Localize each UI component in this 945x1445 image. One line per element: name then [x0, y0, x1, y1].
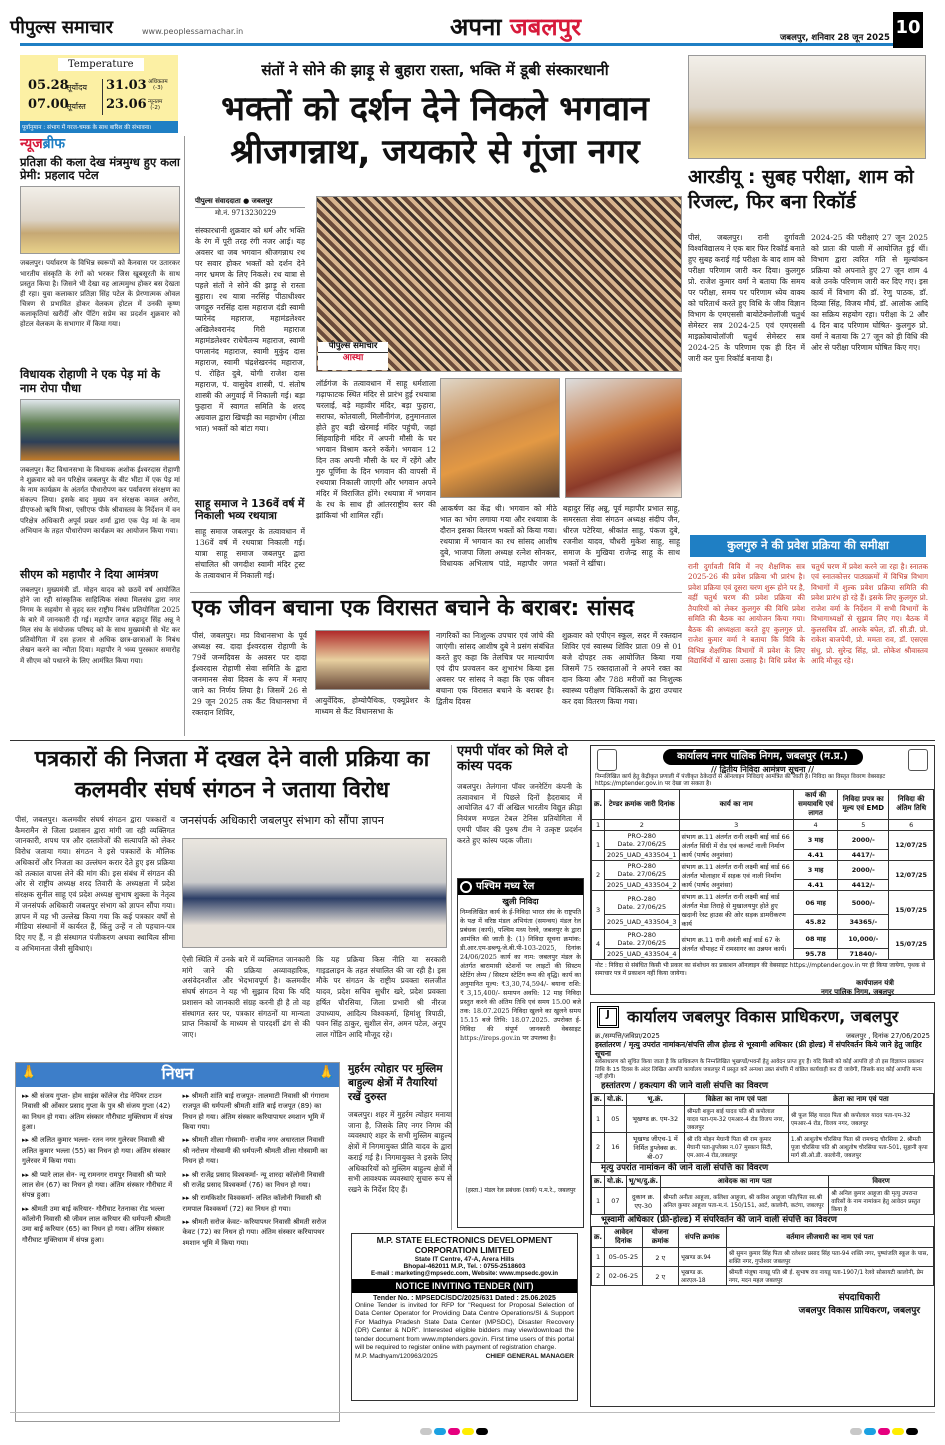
header-rule — [20, 43, 893, 46]
notice-row: 1 07 दुकान क्र. एए-30 श्रीमती अनीता आहूजा, कलिशा आहूजा, श्री कविश आहूजा पति/पिता स्व.श्री अनिल कुमार आहूजा पता-म.नं. 150/151, आर्ट, कालोनी, कटंगा, जबलपुर श्री अनिल कुमार आहूजा की मृत्यु उपरान्त वारिसों के नाम नामांकन हेतु आवेदन प्रस्तुत किया है — [592, 1187, 934, 1214]
brief-headline: विधायक रोहाणी ने एक पेड़ मां के नाम रोपा पौधा — [20, 367, 160, 395]
tender-table: क्र. टेण्डर क्रमांक जारी दिनांक कार्य का नाम कार्य की समयावधि एवं लागत निविदा प्रपत्र का मूल्य एवं EMD निविदा की अंतिम तिथि 1 2 3 4 5 6 1 PRO-280 Date. 27/06/25 संभाग क्र.11 अंतर्गत रानी लक्ष्मी बाई वार्ड 66 अंतर्गत सिंधी में रोड एवं कल्वर्ट नाली निर्माण कार्य (पार्षद अनुशंसा) 3 माह 2000/- 12/07/25 2025_UAD_433504_1 4.41 4417/- 2 PRO-280 Date. 27/06/25 संभाग क्र.11 अंतर्गत रानी लक्ष्मी बाई वार्ड 66 अंतर्गत भोलाहार में सड़क एवं नाली निर्माण कार्य (पार्षद अनुशंसा) 3 माह 2000/- 12/07/25 2025_UAD_433504_2 4.41 4412/- 3 PRO-280 Date. 27/06/25 संभाग क्र.11 अंतर्गत रानी लक्ष्मी बाई वार्ड अंतर्गत मेडा तिराहे से मुखालयपुर होते हुए खदानी रेस्ट हाउस की ओर सड़क डामरीकरण कार्य 06 माह 5000/- 15/07/25 2025_UAD_433504_3 45.82 34365/- 4 PRO-280 Date. 27/06/25 संभाग क्र.11 रानी अवंती बाई वार्ड 67 के अंतर्गत चौपाहट में रामसागर का उन्नयन कार्य। 08 माह 10,000/- 15/07/25 2025_UAD_433504_4 95.78 71840/- — [591, 789, 934, 960]
sunset-time: 07.00 — [28, 97, 69, 112]
section-title: अपना जबलपुर — [450, 13, 582, 41]
lead-phone: मो.नं. 9713230229 — [215, 209, 277, 217]
registration-dot — [476, 1428, 488, 1435]
patrakar-headline: पत्रकारों की निजता में दखल देने वाली प्रक्रिया का कलमवीर संघर्ष संगठन ने जताया विरोध — [34, 747, 430, 803]
sunset-label: सूर्यास्त — [66, 102, 86, 111]
registration-dot — [892, 1428, 904, 1435]
lead-kicker: संतों ने सोने की झाड़ू से बुहारा रास्ता, भक्ति में डूबी संस्कारधानी — [261, 61, 609, 79]
min-label: न्यूनतम (-2) — [148, 99, 163, 111]
rdu-headline: आरडीयू : सुबह परीक्षा, शाम को रिजल्ट, फिर बना रिकॉर्ड — [688, 166, 914, 213]
max-label: अधिकतम (-3) — [148, 79, 168, 91]
railway-body: निम्नलिखित कार्य के ई-निविदा भारत संघ के राष्ट्रपति के पक्ष में वरिष्ठ मंडल अभियंता (समन्वय) मंडल रेल प्रबंधक (कार्य), पश्चिम मध्य रेलवे, जबलपुर के द्वारा आमंत्रित की जाती है: (1) निविदा सूचना क्रमांक: डी.आर.एम-डब्ल्यू-जे.बी.पी-103-2025, दिनांक 24/06/2025 कार्य का नाम: जबलपुर मंडल के अंतर्गत बारामासी स्टेशनों पर लाइटों की सिस्टम स्टेटिंग लेम्प / सिस्टम स्टेटिंग रूम की वृद्धि। कार्य का अनुमानित मूल्य: ₹3,30,74,594/- बयाना राशि: ₹ 3,15,400/- समापन अवधि: 12 माह निविदा प्रस्तुत करने की अंतिम तिथि एवं समय 15.00 बजे तक: 18.07.2025 निविदा खुलने का खुलने समय 15.15 बजे तिथि: 18.07.2025. उपरोक्त ई-निविदा की संपूर्ण जानकारी वेबसाइट https://ireps.gov.in पर उपलब्ध है। — [460, 908, 581, 1042]
brief-photo-artwork — [20, 186, 180, 254]
obituary-entry: ▸▸ श्री संजय गुप्ता- होम साइंस कॉलेज रोड नेपियर टाउन निवासी श्री ओंकार प्रसाद गुप्ता के पुत्र श्री संजय गुप्ता (42) का निधन हो गया। अंतिम संस्कार गौरीघाट मुक्तिधाम में संपन्न हुआ। — [22, 1092, 173, 1132]
lead-byline: पीपुल्स संवाददाता ● जबलपुर — [195, 197, 273, 205]
nagar-nigam-tender-notice: कार्यालय नगर पालिक निगम, जबलपुर (म.प्र.) // द्वितीय निविदा आमंत्रण सूचना // निम्नलिखित कार्य हेतु केंद्रीकृत प्रणाली में पंजीकृत ठेकेदारों से ऑनलाइन निविदाएं आमंत्रित की जाती है। निविदा का विस्तृत विवरण वेबसाइट https://mptender.gov.in पर देखा जा सकता है। क्र. टेण्डर क्रमांक जारी दिनांक कार्य का नाम कार्य की समयावधि एवं लागत निविदा प्रपत्र का मूल्य एवं EMD निविदा की अंतिम तिथि 1 2 3 4 5 6 1 PRO-280 Date. 27/06/25 संभाग क्र.11 अंतर्गत रानी लक्ष्मी बाई वार्ड 66 अंतर्गत सिंधी में रोड एवं कल्वर्ट नाली निर्माण कार्य (पार्षद अनुशंसा) 3 माह 2000/- 12/07/25 2025_UAD_433504_1 4.41 4417/- 2 PRO-280 Date. 27/06/25 संभाग क्र.11 अंतर्गत रानी लक्ष्मी बाई वार्ड 66 अंतर्गत भोलाहार में सड़क एवं नाली निर्माण कार्य (पार्षद अनुशंसा) 3 माह 2000/- 12/07/25 2025_UAD_433504_2 4.41 4412/- 3 PRO-280 Date. 27/06/25 संभाग क्र.11 अंतर्गत रानी लक्ष्मी बाई वार्ड अंतर्गत मेडा तिराहे से मुखालयपुर होते हुए खदानी रेस्ट हाउस की ओर सड़क डामरीकरण कार्य 06 माह 5000/- 15/07/25 2025_UAD_433504_3 45.82 34365/- 4 PRO-280 Date. 27/06/25 संभाग क्र.11 रानी अवंती बाई वार्ड 67 के अंतर्गत चौपाहट में रामसागर का उन्नयन कार्य। 08 माह 10,000/- 15/07/25 2025_UAD_433504_4 95.78 71840/- नोट : निविदा से संबंधित किसी भी प्रकार का संशोधन का प्रकाशन ऑनलाइन की वेबसाइट https://mptender.gov.in पर ही किया जायेगा, पृथक से समाचार पत्र में प्रकाशन नहीं किया जायेगा। कार्यपालन यंत्री नगर पालिक निगम, जबलपुर — [590, 745, 935, 995]
obituary-entry: ▸▸ श्रीमती शांति बाई राजपूत- तालमाटी निवासी श्री गंगाराम राजपूत की धर्मपत्नी श्रीमती शांति बाई राजपूत (89) का निधन हो गया। अंतिम संस्कार करियापाथर श्मशान भूमि में किया गया। — [182, 1092, 329, 1132]
kulguru-body: रानी दुर्गावती विवि में नए शैक्षणिक सत्र 2025-26 की प्रवेश प्रक्रिया भी प्रारंभ है। प्रवेश प्रक्रिया एवं दूसरा चरण शुरू होने पर है, वहीं चतुर्थ चरण की प्रवेश प्रक्रिया की तैयारियों को लेकर कुलगुरु की विधि प्रवेश समिति की बैठक का आयोजन किया गया। बैठक की अध्यक्षता करते हुए कुलगुरु प्रो. राजेश कुमार वर्मा ने बताया कि विवि के विभिन्न शैक्षणिक विभागों में प्रवेश के लिए विद्यार्थियों में खासा उत्साह है। विधि प्रवेश के चतुर्थ चरण में प्रवेश करने जा रहा है। स्नातक एवं स्नातकोत्तर पाठ्यक्रमों में विभिन्न विभाग विभागों में शुल्क प्रवेश प्रक्रिया समिति की प्रवेश प्रारंभ हो रहे हैं। इसके लिए कुलगुरु प्रो. राजेश वर्मा के निर्देशन में सभी विभागों के विभागाध्यक्षों से सुझाव लिए गए। बैठक में कुलसचिव डॉ. आरके बघेल, डॉ. सी.डी. प्रो. राकेश बाजपेयी, प्रो. ममता राव, डॉ. एसएस संधु, प्रो. सुरेन्द्र सिंह, प्रो. लोकेश श्रीवास्तव आदि मौजूद रहे। — [688, 562, 928, 665]
notice-row: 1 05-05-25 2 ए भूखण्ड क्र.94 श्री सुमन कुमार सिंह पिता श्री रलेश्वर प्रसाद सिंह पता-94 शक्ति नगर, पुष्पांजलि स्कूल के पास, शक्ति नगर, गुप्तेश्वर जबलपुर — [592, 1248, 934, 1267]
registration-marks — [420, 1420, 490, 1439]
railway-tender-ad: पश्चिम मध्य रेल खुली निविदा निम्नलिखित कार्य के ई-निविदा भारत संघ के राष्ट्रपति के पक्ष में वरिष्ठ मंडल अभियंता (समन्वय) मंडल रेल प्रबंधक (कार्य), पश्चिम मध्य रेलवे, जबलपुर के द्वारा आमंत्रित की जाती है: (1) निविदा सूचना क्रमांक: डी.आर.एम-डब्ल्यू-जे.बी.पी-103-2025, दिनांक 24/06/2025 कार्य का नाम: जबलपुर मंडल के अंतर्गत बारामासी स्टेशनों पर लाइटों की सिस्टम स्टेटिंग लेम्प / सिस्टम स्टेटिंग रूम की वृद्धि। कार्य का अनुमानित मूल्य: ₹3,30,74,594/- बयाना राशि: ₹ 3,15,400/- समापन अवधि: 12 माह निविदा प्रस्तुत करने की अंतिम तिथि एवं समय 15.00 बजे तक: 18.07.2025 निविदा खुलने का खुलने समय 15.15 बजे तिथि: 18.07.2025. उपरोक्त ई-निविदा की संपूर्ण जानकारी वेबसाइट https://ireps.gov.in पर उपलब्ध है। (हस्ता.) मंडल रेल प्रबंधक (कार्य) प.म.रे., जबलपुर — [457, 878, 584, 1228]
emblem-icon — [597, 749, 617, 771]
obituary-entry: ▸▸ श्री ललित कुमार भल्ला- रतन नगर गुलेरवर निवासी श्री ललित कुमार भल्ला (55) का निधन हो गया। अंतिम संस्कार गुलेरवर में किया गया। — [22, 1136, 171, 1166]
obituary-box — [15, 1062, 340, 1422]
sansad-event-photo — [315, 630, 430, 690]
procession-photo — [440, 378, 560, 498]
website-url: www.peoplessamachar.in — [142, 27, 244, 36]
news-brief-label: न्यूजब्रीफ — [20, 136, 66, 152]
weather-forecast: पूर्वानुमान : संभाग में गरज-चमक के साथ बारिश की संभावना। — [20, 121, 178, 133]
brief-photo-plantation — [20, 399, 180, 461]
weather-title: Temperature — [58, 58, 144, 71]
obituary-entry: ▸▸ श्रीमती उमा बाई करियार- गौरीघाट रेतनाका रोड भल्ला कॉलोनी निवासी श्री जीवन लाल करियार की धर्मपत्नी श्रीमती उमा बाई करियार (65) का निधन हो गया। अंतिम संस्कार गौरीघाट मुक्तिधाम में संपन्न हुआ। — [22, 1204, 171, 1244]
masthead — [10, 12, 935, 46]
weather-box — [20, 55, 178, 125]
jda-logo-icon: J — [597, 1006, 619, 1028]
registration-dot — [906, 1428, 918, 1435]
rdu-certificate-photo — [688, 55, 926, 159]
jda-title: कार्यालय जबलपुर विकास प्राधिकरण, जबलपुर — [627, 1006, 899, 1026]
registration-dot — [864, 1428, 876, 1435]
sunrise-label: सूर्योदय — [66, 83, 88, 92]
indian-railways-logo-icon — [460, 881, 472, 893]
overlay-brand: पीपुल्स समाचार आस्था — [318, 342, 388, 370]
lead-column-2: लॉर्डगंज के तत्वावधान में साहू धर्मशाला गढ़ाफाटक स्थित मंदिर से प्रारंभ हुई रथयात्रा चरलाई, बड़े महावीर मंदिर, बड़ा फुहारा, सराफा, कोतवाली, मिलौनीगंज, हनुमानताल होते हुए बड़ी खेरमाई मंदिर पहुंची, जहां सिंहवाहिनी मंदिर में अपनी मौसी के घर भगवान विश्राम करने रुकेंगे। भगवान 12 दिन तक अपनी मौसी के घर में रहेंगे और गुरु पूर्णिमा के दिन भगवान की वापसी में रथयात्रा निकाली जाएगी और भगवान अपने मंदिर में विराजित होंगे। रथयात्रा में भगवान के रथ के साथ ही आंतरराष्ट्रीय स्तर की झांकियां भी शामिल रहीं। — [316, 379, 436, 520]
brief-body: जबलपुर। कैंट विधानसभा के विधायक अशोक ईश्वरदास रोहाणी ने शुक्रवार को वन परिक्षेत्र जबलपुर के बीट भीटा में एक पेड़ मां के नाम कार्यक्रम के अंतर्गत पौधारोपण कर पर्यावरण संरक्षण का संकल्प लिया। इसके बाद मुख्य वन संरक्षक कमल अरोरा, डीएफओ ऋषि मिश्रा, एसीएफ पीके श्रीवास्तव के निर्देशन में वन परिक्षेत्र अधिकारी अपूर्व प्रखर शर्मा द्वारा एक पेड़ मां के नाम अभियान के तहत पौधारोपण कार्यक्रम का आयोजन किया गया। — [20, 465, 180, 535]
lead-headline: भक्तों को दर्शन देने निकले भगवान श्रीजगन्नाथ, जयकारे से गूंजा नगर — [221, 89, 649, 172]
kulguru-headline-banner: कुलगुरु ने की प्रवेश प्रक्रिया की समीक्षा — [690, 535, 926, 557]
tender-row: 3 PRO-280 Date. 27/06/25 संभाग क्र.11 अंतर्गत रानी लक्ष्मी बाई वार्ड अंतर्गत मेडा तिराहे से मुखालयपुर होते हुए खदानी रेस्ट हाउस की ओर सड़क डामरीकरण कार्य 06 माह 5000/- 15/07/25 — [592, 890, 934, 915]
mppower-headline: एमपी पॉवर को मिले दो कांस्य पदक — [457, 744, 568, 774]
mpsedc-tender-ad: M.P. STATE ELECTRONICS DEVELOPMENT CORPORATION LIMITED State IT Centre, 47-A, Arera Hills Bhopal-462011 M.P., Tel. : 0755-2518603 E-mail : marketing@mpsedc.com, Website: www.mpsedc.gov.in NOTICE INVITING TENDER (NIT) Tender No. : MPSEDC/SDC/2025/631 Dated : 25.06.2025 Online Tender is invited for RFP for "Request for Proposal Selection of Data Center Operator for Providing Data Centre Operations/SI & Support For Madhya Pradesh State Data Center (MPSDC), Disaster Recovery (DR) Center & NDR". Interested eligible bidders may view/download the tender document from www.mptenders.gov.in. First time users of this portal will be required to register online with payment of registration charge. M.P. Madhyam/120963/2025 CHIEF GENERAL MANAGER — [351, 1233, 578, 1401]
nagar-nigam-title: कार्यालय नगर पालिक निगम, जबलपुर (म.प्र.) — [663, 749, 863, 765]
jda-public-notice: J कार्यालय जबलपुर विकास प्राधिकरण, जबलपुर क्र./सम्पत्ति/जविप्रा/2025 जबलपुर , दिनांक 27/06/2025 हस्तांतरण / मृत्यु उपरांत नामांकन/संपत्ति लीज होल्ड से भूस्वामी अधिकार (फ्री होल्ड) में संपरिवर्तन किये जाने हेतु जाहिर सूचना सर्वसाधारण को सूचित किया जाता है कि प्राधिकरण के निम्नलिखित भूखण्डों/भवनों हेतु आवेदन प्राप्त हुए हैं। यदि किसी को कोई आपत्ति हो तो इस विज्ञापन प्रकाशन तिथि के 15 दिवस के अंदर लिखित आपत्ति कार्यालय जबलपुर में प्रस्तुत करें अन्यथा उक्त संपत्ति में वांछित कार्यवाही कर दी जावेगी, जिसके बाद कोई आपत्ति मान्य नहीं होगी। हस्तांतरण / हकत्याग की जाने वाली संपत्ति का विवरण क्र. यो.क्रं. भू.क्रं. विक्रेता का नाम एवं पता क्रेता का नाम एवं पता 1 05 भूखण्ड क्र. एम-32 श्रीमती शकुन बाई यादव पति श्री कपोलाल यादव पता-एम-32 एमआर-4 रोड विजय नगर, जबलपुर श्री फूल सिंह यादव पिता श्री कपोलाल यादव पता-एम-32 एमआर-4 रोड, विजय नगर, जबलपुर 2 16 भूखण्ड जीएच-1 में निर्मित डुप्लेक्स क्र. बी-07 श्री रवि मोहन मेघानी पिता श्री राम कुमार मेघानी पता-डुप्लेक्स न.07 मुस्कान सिटी, एम.आर-4 रोड,जबलपुर 1.श्री आशुतोष चौरसिया पिता श्री रामचन्द्र चौरसिया 2. श्रीमती पूजा चौरसिया पति श्री आशुतोष चौरसिया पता-501, सुहानी कृपा मार्ग सी.ओ.डी. कालोनी, जबलपुर मृत्यु उपरांत नामांकन की जाने वाली संपत्ति का विवरण क्र. यो.क्रं. भू/भ/दु.क्रं. आवेदक का नाम पता विवरण 1 07 दुकान क्र. एए-30 श्रीमती अनीता आहूजा, कलिशा आहूजा, श्री कविश आहूजा पति/पिता स्व.श्री अनिल कुमार आहूजा पता-म.नं. 150/151, आर्ट, कालोनी, कटंगा, जबलपुर श्री अनिल कुमार आहूजा की मृत्यु उपरान्त वारिसों के नाम नामांकन हेतु आवेदन प्रस्तुत किया है भूस्वामी अधिकार (फ्री-होल्ड) में संपरिवर्तन की जाने वाली संपत्ति का विवरण क्र. आवेदन दिनांक योजना क्रमांक संपत्ति क्रमांक वर्तमान लीजधारी का नाम एवं पता 1 05-05-25 2 ए भूखण्ड क्र.94 श्री सुमन कुमार सिंह पिता श्री रलेश्वर प्रसाद सिंह पता-94 शक्ति नगर, पुष्पांजलि स्कूल के पास, शक्ति नगर, गुप्तेश्वर जबलपुर 2 02-06-25 2 ए भूखण्ड क्र. आरएल-18 श्रीमती मंजूषा नायडू पति श्री ई. सुभाष राव नायडू पता-1907/1 रेलवे सोसायटी कालोनी, प्रेम नगर, मदन महल जबलपुर संपदाधिकारी जबलपुर विकास प्राधिकरण, जबलपुर — [590, 1002, 935, 1407]
muharram-headline: मुहर्रम त्योहार पर मुस्लिम बाहुल्य क्षेत्रों में तैयारियां रखें दुरुस्त — [348, 1063, 443, 1104]
lead-column-3: आकर्षण का केंद्र थी। भगवान को मीठे भात का भोग लगाया गया और रथयात्रा के दौरान इसका वितरण भक्तों को किया गया। रथयात्रा में भगवान का रथ सांसद आशीष दुबे, भाजपा जिला अध्यक्ष रत्नेश सोनकर, विधायक अभिलाष पांडे, महापौर जगत बहादुर सिंह अन्नू, पूर्व महापौर प्रभात साहू, समरसता सेवा संगठन अध्यक्ष संदीप जैन, धीरज पटेरिया, श्रीकांत साहू, पंकज दुबे, रजनीश यादव, चौधरी मुकेश साहू, साहू समाज के मुखिया राजेन्द्र साहू के साथ भक्तों ने खींचा। — [440, 504, 680, 568]
memorandum-photo — [182, 838, 447, 948]
railway-title-bar: पश्चिम मध्य रेल — [458, 879, 583, 895]
sansad-column-4: शुक्रवार को एपीएन स्कूल, सदर में रक्तदान शिविर एवं स्वास्थ्य शिविर प्रातः 09 से 01 बजे दोपहर तक आयोजित किया गया जिसमें 75 रक्तदाताओं ने अपने रक्त का दान किया और 788 मरीजों का निःशुल्क स्वास्थ्य परीक्षण चिकित्सकों के द्वारा उपचार कर दवा वितरण किया गया। — [562, 631, 682, 706]
rdu-column-2: 2024-25 की परीक्षाएं 27 जून 2025 को प्रातः की पाली में आयोजित हुई थीं। विभाग द्वारा त्वरित गति से मूल्यांकन प्रक्रिया को अपनाते हुए 27 जून शाम 4 बजे उनके परिणाम जारी कर दिए गए। इस कार्य में विभाग की डॉ. रेणु पाठक, डॉ. दिव्या सिंह, विजय मौर्य, डॉ. आलोक आदि का सक्रिय सहयोग रहा। परीक्षा के 2 और 4 दिन बाद परिणाम घोषित- कुलगुरु प्रो. वर्मा ने बताया कि 27 जून को ही विधि की ओर से परीक्षा परिणाम घोषित किए गए। — [811, 233, 928, 352]
tender-row: 4 PRO-280 Date. 27/06/25 संभाग क्र.11 रानी अवंती बाई वार्ड 67 के अंतर्गत चौपाहट में रामसागर का उन्नयन कार्य। 08 माह 10,000/- 15/07/25 — [592, 929, 934, 948]
max-temp: 31.03 — [106, 78, 147, 93]
sansad-column-1: पीसं, जबलपुर। मप्र विधानसभा के पूर्व अध्यक्ष स्व. दादा ईश्वरदास रोहाणी के 79वें जन्मदिवस के अवसर पर दादा ईश्वरदास रोहाणी सेवा समिति के द्वारा जनमानस सेवा दिवस के रूप में मनाए जाने का निर्णय लिया है। जिसमें 26 से 29 जून 2025 तक कैंट विधानसभा में रक्तदान शिविर, — [192, 631, 307, 717]
sansad-column-3: नागरिकों का निःशुल्क उपचार एवं जांचे की जाएंगी। सांसद आशीष दुबे ने प्रसंग संबंधित करते हुए कहा कि तेलचित्र पर माल्यार्पण एवं दीप प्रज्वलन कर शुभारंभ किया इस अवसर पर सांसद ने कहा कि एक जीवन बचाना एक विरासत बचाने के बराबर है। द्वितीय दिवस — [436, 631, 554, 706]
lead-column-1b: साहू समाज जबलपुर के तत्वावधान में 136वें वर्ष में रथयात्रा निकाली गई। यात्रा साहू समाज जबलपुर द्वारा संचालित श्री जगदीश स्वामी मंदिर ट्रस्ट के तत्वावधान में निकाली गई। — [195, 527, 305, 580]
freehold-table: क्र. आवेदन दिनांक योजना क्रमांक संपत्ति क्रमांक वर्तमान लीजधारी का नाम एवं पता 1 05-05-25 2 ए भूखण्ड क्र.94 श्री सुमन कुमार सिंह पिता श्री रलेश्वर प्रसाद सिंह पता-94 शक्ति नगर, पुष्पांजलि स्कूल के पास, शक्ति नगर, गुप्तेश्वर जबलपुर 2 02-06-25 2 ए भूखण्ड क्र. आरएल-18 श्रीमती मंजूषा नायडू पति श्री ई. सुभाष राव नायडू पता-1907/1 रेलवे सोसायटी कालोनी, प्रेम नगर, मदन महल जबलपुर — [591, 1226, 934, 1286]
nit-banner: NOTICE INVITING TENDER (NIT) — [352, 1279, 577, 1293]
sansad-headline: एक जीवन बचाना एक विरासत बचाने के बराबर: सांसद — [192, 596, 635, 621]
brief-headline: सीएम को महापौर ने दिया आमंत्रण — [20, 567, 159, 581]
emblem-icon — [908, 749, 928, 771]
tender-row: 2 PRO-280 Date. 27/06/25 संभाग क्र.11 अंतर्गत रानी लक्ष्मी बाई वार्ड 66 अंतर्गत भोलाहार में सड़क एवं नाली निर्माण कार्य (पार्षद अनुशंसा) 3 माह 2000/- 12/07/25 — [592, 860, 934, 879]
registration-dot — [462, 1428, 474, 1435]
rdu-column-1: पीसं, जबलपुर। रानी दुर्गावती विश्वविद्यालय ने एक बार फिर रिकॉर्ड बनाते हुए सुबह कराई गई परीक्षा के बाद शाम को परीक्षा परिणाम जारी कर दिया। कुलगुरु प्रो. राजेश कुमार वर्मा ने बताया कि समय पर परीक्षा, समय पर परिणाम ध्येय वाक्य को चरितार्थ करते हुए विधि के जीव विज्ञान विभाग के एमएससी बायोटेक्नोलॉजी चतुर्थ सेमेस्टर सत्र 2024-25 एवं एमएससी माइक्रोबायोलॉजी चतुर्थ सेमेस्टर सत्र 2024-25 के परिणाम एक ही दिन में जारी कर पुनः रिकॉर्ड बनाया है। — [688, 233, 805, 363]
obituary-list — [16, 1087, 339, 1254]
obituary-entry: ▸▸ श्री रामकिशोर विश्वकर्मा- ललित कॉलोनी निवासी श्री रामपाल विश्वकर्मा (72) का निधन हो गया। — [182, 1194, 322, 1213]
transfer-table: क्र. यो.क्रं. भू.क्रं. विक्रेता का नाम एवं पता क्रेता का नाम एवं पता 1 05 भूखण्ड क्र. एम-32 श्रीमती शकुन बाई यादव पति श्री कपोलाल यादव पता-एम-32 एमआर-4 रोड विजय नगर, जबलपुर श्री फूल सिंह यादव पिता श्री कपोलाल यादव पता-एम-32 एमआर-4 रोड, विजय नगर, जबलपुर 2 16 भूखण्ड जीएच-1 में निर्मित डुप्लेक्स क्र. बी-07 श्री रवि मोहन मेघानी पिता श्री राम कुमार मेघानी पता-डुप्लेक्स न.07 मुस्कान सिटी, एम.आर-4 रोड,जबलपुर 1.श्री आशुतोष चौरसिया पिता श्री रामचन्द्र चौरसिया 2. श्रीमती पूजा चौरसिया पति श्री आशुतोष चौरसिया पता-501, सुहानी कृपा मार्ग सी.ओ.डी. कालोनी, जबलपुर — [591, 1093, 934, 1163]
obituary-entry: ▸▸ श्री राजेंद्र प्रसाद विश्वकर्मा- न्यू शारदा कॉलोनी निवासी श्री राजेंद्र प्रसाद विश्वकर्मा (76) का निधन हो गया। — [182, 1170, 325, 1189]
tender-row: 1 PRO-280 Date. 27/06/25 संभाग क्र.11 अंतर्गत रानी लक्ष्मी बाई वार्ड 66 अंतर्गत सिंधी में रोड एवं कल्वर्ट नाली निर्माण कार्य (पार्षद अनुशंसा) 3 माह 2000/- 12/07/25 — [592, 830, 934, 849]
mppower-body: जबलपुर। तेलंगाना पॉवर जनरेटिंग कंपनी के तत्वावधान में पिछले दिनों हैदराबाद में आयोजित 47 वीं अखिल भारतीय विद्युत क्रीड़ा नियंत्रण मण्डल टेबल टेनिस प्रतियोगिता में एमपी पॉवर की पुरुष टीम ने उत्कृष्ट प्रदर्शन करते हुए कांस्य पदक जीता। — [457, 782, 582, 845]
brief-headline: प्रतिज्ञा की कला देख मंत्रमुग्ध हुए कला प्रेमी: प्रहलाद पटेल — [20, 155, 180, 183]
notice-row: 1 05 भूखण्ड क्र. एम-32 श्रीमती शकुन बाई यादव पति श्री कपोलाल यादव पता-एम-32 एमआर-4 रोड विजय नगर, जबलपुर श्री फूल सिंह यादव पिता श्री कपोलाल यादव पता-एम-32 एमआर-4 रोड, विजय नगर, जबलपुर — [592, 1105, 934, 1132]
leaders-photo — [565, 378, 682, 498]
dateline: जबलपुर, शनिवार 28 जून 2025 — [780, 33, 890, 43]
registration-dot — [434, 1428, 446, 1435]
brief-body: जबलपुर। मुख्यमंत्री डॉ. मोहन यादव को छठवें वर्ष आयोजित होने जा रही सांस्कृतिक साहित्यिक संस्था मिलसंघ द्वारा नगर निगम के सहयोग से वृहद स्तर राष्ट्रीय निबंध प्रतियोगिता 2025 के बारे में जानकारी दी गई। महापौर जगत बहादुर सिंह अन्नू ने मिल संघ के संयोजक परिषद को के साथ मुख्यमंत्री से भेंट कर प्रतियोगिता में दस हजार से अधिक छात्र-छात्राओं के निबंध लेखन करने का न्यौता दिया। महापौर ने भव्य पुरस्कार समारोह में सीएम को पधारने के लिए आमंत्रित किया गया। — [20, 585, 180, 665]
notice-row: 2 16 भूखण्ड जीएच-1 में निर्मित डुप्लेक्स क्र. बी-07 श्री रवि मोहन मेघानी पिता श्री राम कुमार मेघानी पता-डुप्लेक्स न.07 मुस्कान सिटी, एम.आर-4 रोड,जबलपुर 1.श्री आशुतोष चौरसिया पिता श्री रामचन्द्र चौरसिया 2. श्रीमती पूजा चौरसिया पति श्री आशुतोष चौरसिया पता-501, सुहानी कृपा मार्ग सी.ओ.डी. कालोनी, जबलपुर — [592, 1132, 934, 1162]
nomination-table: क्र. यो.क्रं. भू/भ/दु.क्रं. आवेदक का नाम पता विवरण 1 07 दुकान क्र. एए-30 श्रीमती अनीता आहूजा, कलिशा आहूजा, श्री कविश आहूजा पति/पिता स्व.श्री अनिल कुमार आहूजा पता-म.नं. 150/151, आर्ट, कालोनी, कटंगा, जबलपुर श्री अनिल कुमार आहूजा की मृत्यु उपरान्त वारिसों के नाम नामांकन हेतु आवेदन प्रस्तुत किया है — [591, 1175, 934, 1215]
notice-row: 2 02-06-25 2 ए भूखण्ड क्र. आरएल-18 श्रीमती मंजूषा नायडू पति श्री ई. सुभाष राव नायडू पता-1907/1 रेलवे सोसायटी कालोनी, प्रेम नगर, मदन महल जबलपुर — [592, 1267, 934, 1286]
patrakar-column-2: ऐसी स्थिति में उनके बारे में व्यक्तिगत जानकारी मांगे जाने की प्रक्रिया अव्यावहारिक, असंवेदनशील और भेदभावपूर्ण है। कलमवीर संघर्ष संगठन ने यह भी सुझाव दिया कि यदि प्रशासन को जानकारी संग्रह करनी ही है तो वह संस्थागत स्तर पर, पत्रकार संगठनों या मान्यता प्राप्त निकायों के माध्यम से पारदर्शी ढंग से की जाए। — [182, 955, 310, 1040]
obituary-entry: ▸▸ श्री प्यारे लाल सेन- न्यू रामनगर रामपुर निवासी श्री प्यारे लाल सेन (67) का निधन हो गया। अंतिम संस्कार गौरीघाट में संपन्न हुआ। — [22, 1170, 173, 1200]
folded-hands-icon: 🙏 — [20, 1065, 38, 1081]
page-number: 10 — [893, 12, 923, 48]
obituary-entry: ▸▸ श्रीमती सरोज केवट- करियापथर निवासी श्रीमती सरोज केवट (72) का निधन हो गया। अंतिम संस्कार करियापथर श्मशान भूमि में किया गया। — [182, 1217, 327, 1247]
brief-body: जबलपुर। पर्यावरण के विभिन्न स्वरूपों को कैनवास पर उतारकर भारतीय संस्कृति के रंगों को भरकर जिस खूबसूरती के साथ प्रस्तुत किया है। जिसने भी देखा वह आत्ममुग्ध होकर बस देखता ही रहा। युवा कलाकार प्रतिज्ञा सिंह पटेल के प्रेरणात्मक ओवल चित्रण से प्रभावित होकर वेलकम होटल में उनकी कृष्ण कलाकृतियां खरीदीं और पेंटिंग सप्रेम का प्रदर्शन शुक्रवार को होटल वेलकम के सभागार में किया गया। — [20, 259, 180, 329]
patrakar-subhead: जनसंपर्क अधिकारी जबलपुर संभाग को सौंपा ज्ञापन — [180, 814, 384, 827]
muharram-body: जबलपुर। शहर में मुहर्रम त्योहार मनाया जाना है, जिसके लिए नगर निगम की व्यवस्थाएं शहर के सभी मुस्लिम बाहुल्य क्षेत्रों में निगमायुक्त प्रीति यादव के द्वारा कराई गई है। निगमायुक्त ने इसके लिए अधिकारियों को मुस्लिम बाहुल्य क्षेत्रों में सभी आवश्यक व्यवस्थाएं सुचारु रूप से रखने के निर्देश दिए हैं। — [348, 1110, 452, 1195]
obituary-title-bar: 🙏 निधन 🙏 — [16, 1063, 339, 1087]
obituary-entry: ▸▸ श्रीमती शीला गोस्वामी- राजीव नगर अधारताल निवासी श्री नरोत्तम गोस्वामी की धर्मपत्नी श्रीमती शीला गोस्वामी का निधन हो गया। — [182, 1136, 328, 1166]
newspaper-logo: पीपुल्स समाचार — [10, 17, 113, 38]
registration-marks — [850, 1420, 920, 1439]
min-temp: 23.06 — [106, 97, 147, 112]
patrakar-column-3: कि यह प्रक्रिया किस नीति या सरकारी गाइडलाइन के तहत संचालित की जा रही है। इस मौके पर संगठन के राष्ट्रीय प्रवक्ता सलजीत यादव, प्रदेश सचिव सुधीर खरे, प्रदेश प्रवक्ता हर्षित चौरसिया, जिला प्रभारी श्री नीरज उपाध्याय, आदित्य विश्वकर्मा, हिमांशु त्रिपाठी, पवन सिंह ठाकुर, सुशील सेन, अमन पटेल, अनूप लाल गोंडिन आदि मौजूद रहे। — [316, 955, 446, 1040]
sansad-column-2: आयुर्वेदिक, होम्योपैथिक, एक्यूप्रेशर के माध्यम से कैंट विधानसभा के — [315, 696, 430, 716]
registration-dot — [878, 1428, 890, 1435]
lead-subhead: साहू समाज ने 136वें वर्ष में निकाली भव्य रथयात्रा — [195, 498, 305, 523]
news-brief-column — [20, 156, 180, 711]
patrakar-column-1: पीसं, जबलपुर। कलमवीर संघर्ष संगठन द्वारा पत्रकारों व कैमरामैन से जिला प्रशासन द्वारा मांगी जा रही व्यक्तिगत जानकारी, शपथ पत्र और दस्तावेजों की सत्यापति को लेकर विरोध जताया गया। संगठन ने इसे पत्रकारों के मौलिक अधिकारों और निजता का उल्लंघन करार देते हुए इस प्रक्रिया को तत्काल वापस लेने की मांग की। इस संबंध में संगठन की ओर से राष्ट्रीय अध्यक्ष शरद तिवारी के अध्यक्षता में प्रदेश संरक्षक सुनील साहू एवं प्रदेश अध्यक्ष सुभाष शुक्ला के नेतृत्व में जनसंपर्क अधिकारी जबलपुर संभाग को ज्ञापन सौंपा गया। ज्ञापन में यह भी उल्लेख किया गया कि कई पत्रकार वर्षों से मीडिया संस्थानों में कार्यरत हैं, किंतु उन्हें न तो पहचान-पत्र दिए गए हैं, न ही संस्थागत पंजीकरण अथवा स्थायित्व सीमा व अभिमानता जैसी सुविधाएं। — [15, 815, 175, 953]
registration-dot — [420, 1428, 432, 1435]
registration-dot — [850, 1428, 862, 1435]
lead-column-1: संस्कारधानी शुक्रवार को धर्म और भक्ति के रंग में पूरी तरह रंगी नजर आई। यह अवसर था जब भगवान श्रीजगन्नाथ रथ पर सवार होकर भक्तों को दर्शन देने नगर भ्रमण के लिए निकले। रथ यात्रा से पहले संतों ने सोने की झाड़ू से रास्ता बुहारा। रथ यात्रा नरसिंह पीठाधीश्वर जगद्गुरु नरसिंह दास महाराज दंडी स्वामी प्यारेनंद महाराज, महामंडलेश्वर अखिलेश्वरानंद गिरी महाराज महामंडलेश्वर राधेचैतन्य महाराज, स्वामी पगलानंद महाराज, स्वामी मुकुंद दास महाराज, स्वामी चंद्रशेखरनंद महाराज, पं. रोहित दुबे, योगी राजेश दास महाराज, पं. वासुदेव शास्त्री, पं. संतोष शास्त्री की अगुवाई में निकाली गई। बड़ा फुहारा में स्वागत समिति के शरद अग्रवाल द्वारा खिचड़ी का महाभोग (मीठा भात) भक्तों को बांटा गया। — [195, 226, 305, 433]
registration-dot — [448, 1428, 460, 1435]
folded-hands-icon: 🙏 — [317, 1065, 335, 1081]
sunrise-time: 05.28 — [28, 78, 69, 93]
